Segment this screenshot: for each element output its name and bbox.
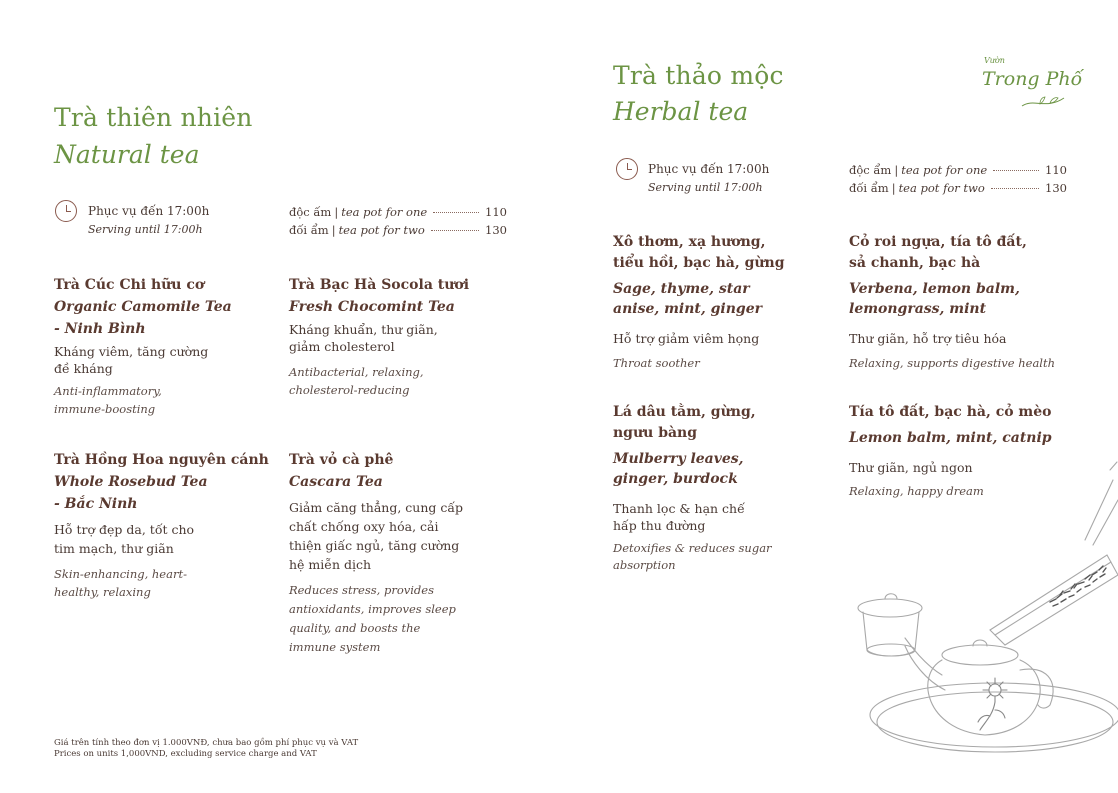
herbal-serving-en: Serving until 17:00h [648,181,763,194]
price-value: 110 [1045,163,1067,177]
item-name-vi: Trà Bạc Hà Socola tươi [289,277,470,293]
price-label-vi: độc ấm [289,205,332,219]
item-name-en: Verbena, lemon balm, lemongrass, mint [849,281,1020,317]
item-desc-en: Relaxing, happy dream [849,484,984,498]
price-label-en: tea pot for two [338,223,425,237]
item-name-en: Lemon balm, mint, catnip [849,430,1052,446]
item-desc-vi: Kháng khuẩn, thư giãn, giảm cholesterol [289,322,438,354]
logo-line1: Vườn [984,56,1005,65]
natural-title-vi: Trà thiên nhiên [54,103,253,132]
herbal-title-en: Herbal tea [613,97,749,126]
teapot-illustration [845,460,1118,760]
item-desc-vi: Kháng viêm, tăng cường đề kháng [54,344,209,376]
natural-serving-en: Serving until 17:00h [88,223,203,236]
clock-icon [616,158,638,180]
item-name-en: Mulberry leaves, ginger, burdock [613,451,744,487]
item-desc-en: Relaxing, supports digestive health [849,356,1056,370]
item-desc-en: Anti-inflammatory, immune-boosting [54,384,162,416]
item-desc-vi: Thanh lọc & hạn chế hấp thu đường [613,501,745,533]
price-value: 130 [1045,181,1067,195]
price-value: 130 [485,223,507,237]
herbal-price-one: độc ẩm | tea pot for one 110 [849,163,1067,177]
item-desc-vi: Thư giãn, ngủ ngon [849,460,973,475]
natural-serving-vi: Phục vụ đến 17:00h [88,204,210,218]
item-desc-vi: Giảm căng thẳng, cung cấp chất chống oxy hóa, cải thiện giấc ngủ, tăng cường hệ miễn dịch [289,500,464,572]
item-desc-en: Throat soother [613,356,700,370]
item-desc-en: Skin-enhancing, heart-healthy, relaxing [54,567,187,599]
item-desc-en: Antibacterial, relaxing, cholesterol-reducing [289,365,424,397]
item-name-en: Whole Rosebud Tea [54,474,208,490]
item-desc-vi: Hỗ trợ đẹp da, tốt cho tim mạch, thư giãn [54,522,195,556]
item-desc-en: Reduces stress, provides antioxidants, improves sleep quality, and boosts the immune system [289,583,456,654]
brand-logo [980,56,1083,116]
item-name-vi: Cỏ roi ngựa, tía tô đất, sả chanh, bạc hà [849,234,1027,271]
menu-item-camomile [54,275,264,418]
menu-item-cascara [289,450,514,657]
menu-item-rosebud [54,450,279,601]
menu-item-sage-blend [613,232,798,372]
price-label-vi: đối ẩm [289,223,329,237]
item-name-en: Fresh Chocomint Tea [289,299,455,315]
menu-item-verbena-blend [849,232,1056,372]
item-origin: - Ninh Bình [54,321,146,337]
herbal-title-vi: Trà thảo mộc [613,61,784,90]
item-name-en: Organic Camomile Tea [54,299,232,315]
price-label-en: tea pot for two [898,181,985,195]
footnote-vi: Giá trên tính theo đơn vị 1.000VNĐ, chưa bao gồm phí phục vụ và VAT [54,738,359,748]
price-label-vi: đối ẩm [849,181,889,195]
item-desc-en: Detoxifies & reduces sugar absorption [613,541,772,572]
price-label-vi: độc ẩm [849,163,892,177]
price-label-en: tea pot for one [901,163,988,177]
item-name-vi: Tía tô đất, bạc hà, cỏ mèo [849,404,1052,420]
item-name-en: Cascara Tea [289,474,383,490]
menu-item-chocomint [289,275,514,399]
clock-icon [55,200,77,222]
item-desc-vi: Thư giãn, hỗ trợ tiêu hóa [849,331,1007,346]
item-desc-vi: Hỗ trợ giảm viêm họng [613,331,760,346]
item-origin: - Bắc Ninh [54,496,138,512]
price-value: 110 [485,205,507,219]
item-name-vi: Xô thơm, xạ hương, tiểu hồi, bạc hà, gừng [613,234,785,271]
item-name-vi: Lá dâu tằm, gừng, ngưu bàng [613,404,756,441]
footnote-en: Prices on units 1,000VND, excluding service charge and VAT [54,749,317,759]
natural-price-one: độc ấm | tea pot for one 110 [289,205,507,219]
herbal-price-two: đối ẩm | tea pot for two 130 [849,181,1067,195]
menu-item-mulberry-blend [613,402,798,574]
logo-leaf-icon [1020,92,1068,112]
item-name-en: Sage, thyme, star anise, mint, ginger [613,281,762,317]
item-name-vi: Trà vỏ cà phê [289,452,394,468]
price-label-en: tea pot for one [341,205,428,219]
item-name-vi: Trà Cúc Chi hữu cơ [54,277,205,293]
logo-line2: Trong Phố [982,68,1083,90]
item-name-vi: Trà Hồng Hoa nguyên cánh [54,452,269,468]
herbal-serving-vi: Phục vụ đến 17:00h [648,162,770,176]
natural-price-two: đối ẩm | tea pot for two 130 [289,223,507,237]
natural-title-en: Natural tea [54,140,200,169]
